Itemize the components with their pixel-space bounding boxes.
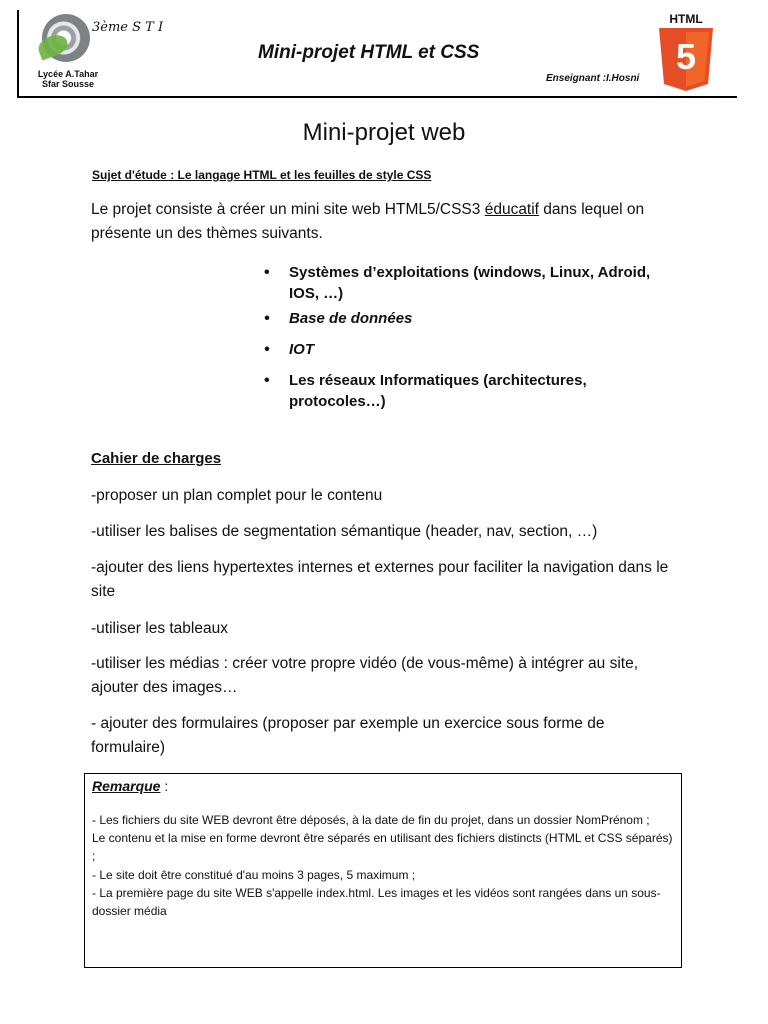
theme-item-iot: • IOT	[264, 339, 664, 360]
intro-paragraph	[91, 198, 691, 246]
html5-logo-number: 5	[675, 36, 697, 77]
spec-item-links: -ajouter des liens hypertextes internes et externes pour faciliter la navigation dans le site	[91, 559, 669, 600]
school-name	[36, 69, 100, 89]
intro-underlined-word: éducatif	[484, 201, 539, 218]
remark-line-pages: - Le site doit être constitué d'au moins 3 pages, 5 maximum ;	[92, 867, 416, 882]
spec-item-semantic-tags: -utiliser les balises de segmentation sémantique (header, nav, section, …)	[91, 523, 598, 540]
teacher-name: Enseignant :I.Hosni	[546, 73, 640, 84]
subject-line: Sujet d'étude : Le langage HTML et les feuilles de style CSS	[92, 168, 432, 182]
remark-title	[92, 778, 168, 794]
remark-line-submission: - Les fichiers du site WEB devront être déposés, à la date de fin du projet, dans un dossier NomPrénom ;	[92, 813, 650, 827]
document-title: Mini-projet web	[302, 119, 466, 146]
school-line-1: Lycée A.Tahar	[37, 69, 99, 79]
header-horizontal-rule	[17, 96, 737, 98]
spec-item-forms: - ajouter des formulaires (proposer par exemple un exercice sous forme de formulaire)	[91, 715, 605, 756]
remark-line-separation: Le contenu et la mise en forme devront être séparés en utilisant des fichiers distincts (HTML et CSS séparés) ;	[92, 831, 673, 864]
themes-list	[264, 262, 664, 412]
spec-item-plan: -proposer un plan complet pour le contenu	[91, 487, 383, 504]
spec-item-tables: -utiliser les tableaux	[91, 620, 228, 637]
remark-body	[92, 811, 674, 920]
theme-item-database: • Base de données	[264, 308, 664, 329]
specs-title: Cahier de charges	[91, 450, 222, 467]
html5-logo-word: HTML	[669, 12, 703, 26]
spec-item-media: -utiliser les médias : créer votre propre vidéo (de vous-même) à intégrer au site, ajouter des images…	[91, 655, 639, 696]
html5-logo	[656, 12, 716, 94]
intro-text-start: Le projet consiste à créer un mini site web HTML5/CSS3	[91, 201, 485, 218]
school-line-2: Sfar Sousse	[41, 79, 95, 89]
remark-box	[84, 773, 682, 968]
header-title: Mini-projet HTML et CSS	[258, 42, 480, 63]
theme-item-os: • Systèmes d’exploitations (windows, Linux, Adroid, IOS, …)	[264, 262, 664, 304]
remark-line-index: - La première page du site WEB s'appelle index.html. Les images et les vidéos sont rangées dans un sous-dossier média	[92, 885, 661, 919]
header-vertical-rule	[17, 10, 19, 98]
theme-item-networks: • Les réseaux Informatiques (architectures, protocoles…)	[264, 370, 664, 412]
remark-title-colon: :	[160, 778, 169, 794]
class-label: 3ème S T I	[92, 20, 164, 35]
intro-text-end: dans lequel on présente un des thèmes suivants.	[91, 201, 645, 242]
remark-title-word: Remarque	[92, 778, 161, 794]
